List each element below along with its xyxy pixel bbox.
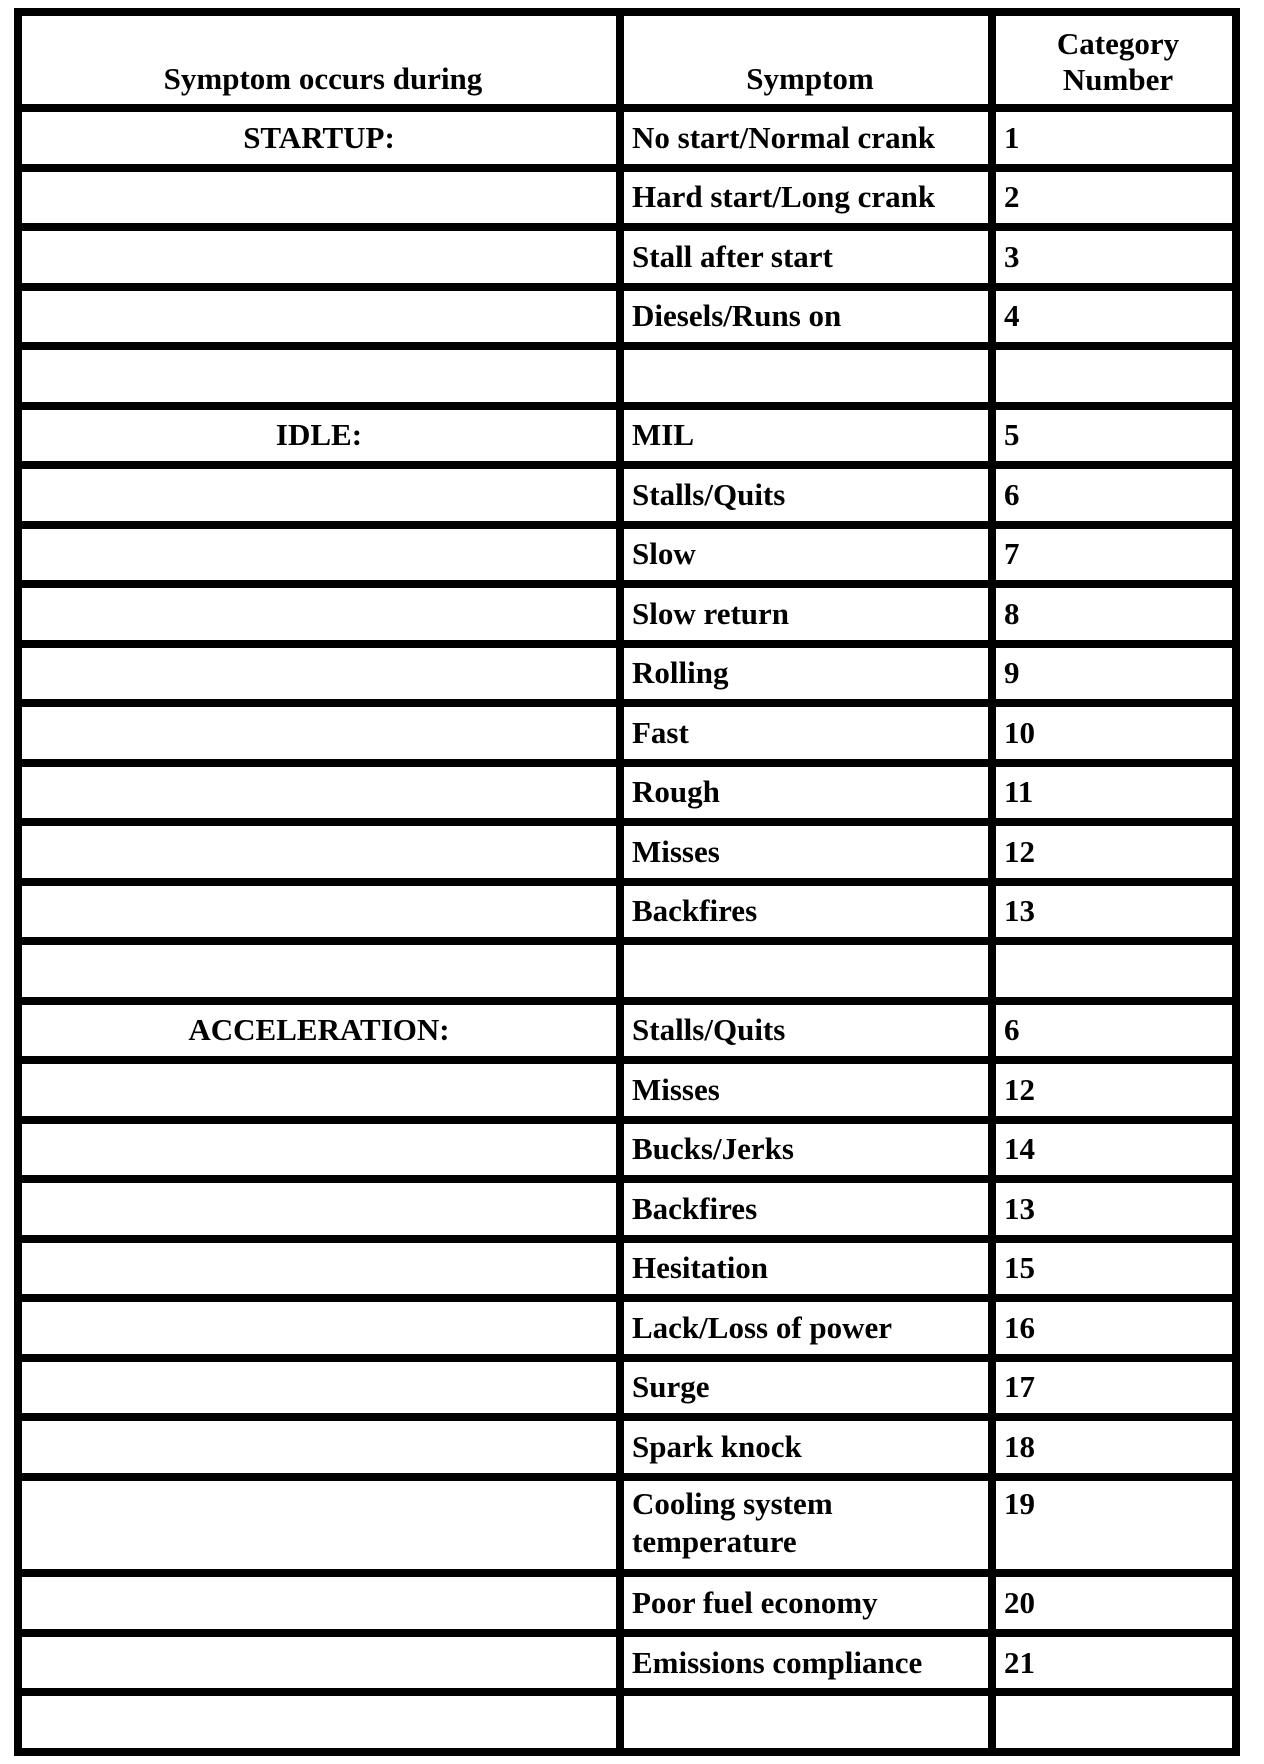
table-row [18, 941, 1236, 1001]
cell-symptom-occurs-during [18, 882, 620, 942]
cell-symptom: Hard start/Long crank [620, 168, 992, 228]
table-row [18, 763, 1236, 823]
table-row [18, 1692, 1236, 1752]
cell-symptom: Backfires [620, 882, 992, 942]
cell-symptom: Bucks/Jerks [620, 1120, 992, 1180]
table-row [18, 1239, 1236, 1299]
cell-symptom: Cooling system temperature [620, 1477, 992, 1574]
cell-category-number: 7 [992, 525, 1236, 585]
cell-symptom: Lack/Loss of power [620, 1298, 992, 1358]
cell-category-number: 2 [992, 168, 1236, 228]
table-row [18, 584, 1236, 644]
header-category-number [992, 12, 1236, 108]
cell-category-number: 21 [992, 1633, 1236, 1693]
cell-category-number: 11 [992, 763, 1236, 823]
header-symptom-occurs-during: Symptom occurs during [18, 12, 620, 108]
cell-symptom [620, 941, 992, 1001]
table-row [18, 1001, 1236, 1061]
cell-category-number: 12 [992, 1060, 1236, 1120]
symptom-category-table-frame [14, 8, 1240, 1756]
cell-symptom-occurs-during [18, 1692, 620, 1752]
cell-symptom-occurs-during [18, 1239, 620, 1299]
cell-symptom-occurs-during [18, 1298, 620, 1358]
cell-symptom-occurs-during [18, 703, 620, 763]
table-row [18, 227, 1236, 287]
table-row [18, 287, 1236, 347]
cell-symptom [620, 1692, 992, 1752]
cell-symptom: Diesels/Runs on [620, 287, 992, 347]
cell-symptom-occurs-during: IDLE: [18, 406, 620, 466]
cell-symptom-occurs-during [18, 822, 620, 882]
cell-symptom-occurs-during [18, 168, 620, 228]
cell-category-number: 16 [992, 1298, 1236, 1358]
table-row [18, 1358, 1236, 1418]
cell-category-number [992, 346, 1236, 406]
cell-symptom: Emissions compliance [620, 1633, 992, 1693]
cell-category-number: 18 [992, 1417, 1236, 1477]
table-row [18, 1298, 1236, 1358]
header-category-line2: Number [1062, 62, 1174, 97]
cell-category-number: 10 [992, 703, 1236, 763]
cell-category-number: 19 [992, 1477, 1236, 1574]
cell-symptom: Misses [620, 822, 992, 882]
cell-symptom: Slow [620, 525, 992, 585]
cell-category-number [992, 1692, 1236, 1752]
table-row [18, 822, 1236, 882]
cell-category-number: 15 [992, 1239, 1236, 1299]
cell-category-number: 9 [992, 644, 1236, 704]
cell-symptom-occurs-during [18, 763, 620, 823]
cell-category-number: 5 [992, 406, 1236, 466]
cell-category-number: 17 [992, 1358, 1236, 1418]
cell-symptom-occurs-during [18, 465, 620, 525]
cell-symptom: Rolling [620, 644, 992, 704]
cell-category-number: 13 [992, 882, 1236, 942]
cell-symptom: Spark knock [620, 1417, 992, 1477]
cell-category-number: 13 [992, 1179, 1236, 1239]
cell-category-number [992, 941, 1236, 1001]
cell-symptom: Surge [620, 1358, 992, 1418]
cell-symptom: Rough [620, 763, 992, 823]
cell-symptom-occurs-during [18, 346, 620, 406]
cell-symptom-occurs-during [18, 287, 620, 347]
cell-category-number: 12 [992, 822, 1236, 882]
cell-symptom-occurs-during [18, 584, 620, 644]
cell-symptom-occurs-during [18, 1477, 620, 1574]
cell-category-number: 8 [992, 584, 1236, 644]
table-row [18, 703, 1236, 763]
cell-category-number: 3 [992, 227, 1236, 287]
table-row [18, 465, 1236, 525]
cell-symptom: Fast [620, 703, 992, 763]
cell-symptom-occurs-during: ACCELERATION: [18, 1001, 620, 1061]
cell-symptom: Misses [620, 1060, 992, 1120]
table-row [18, 1633, 1236, 1693]
table-row [18, 1060, 1236, 1120]
table-row [18, 882, 1236, 942]
table-row [18, 406, 1236, 466]
symptom-category-table [18, 12, 1236, 1752]
cell-category-number: 4 [992, 287, 1236, 347]
cell-symptom: Poor fuel economy [620, 1573, 992, 1633]
cell-symptom-occurs-during [18, 1633, 620, 1693]
table-header-row [18, 12, 1236, 108]
cell-category-number: 20 [992, 1573, 1236, 1633]
cell-symptom: Backfires [620, 1179, 992, 1239]
table-row [18, 108, 1236, 168]
table-row [18, 1179, 1236, 1239]
cell-symptom [620, 346, 992, 406]
table-row [18, 1477, 1236, 1574]
cell-symptom: Stalls/Quits [620, 465, 992, 525]
cell-symptom-occurs-during [18, 1417, 620, 1477]
table-row [18, 1573, 1236, 1633]
cell-symptom-occurs-during [18, 1358, 620, 1418]
cell-symptom-occurs-during: STARTUP: [18, 108, 620, 168]
header-symptom: Symptom [620, 12, 992, 108]
cell-symptom-occurs-during [18, 525, 620, 585]
cell-symptom-occurs-during [18, 644, 620, 704]
cell-symptom-occurs-during [18, 1179, 620, 1239]
cell-category-number: 6 [992, 465, 1236, 525]
cell-symptom-occurs-during [18, 941, 620, 1001]
cell-symptom: Slow return [620, 584, 992, 644]
cell-symptom-occurs-during [18, 1573, 620, 1633]
cell-symptom: Stall after start [620, 227, 992, 287]
cell-category-number: 1 [992, 108, 1236, 168]
cell-symptom-occurs-during [18, 227, 620, 287]
table-row [18, 1120, 1236, 1180]
cell-symptom-occurs-during [18, 1120, 620, 1180]
table-row [18, 1417, 1236, 1477]
table-row [18, 525, 1236, 585]
cell-symptom: No start/Normal crank [620, 108, 992, 168]
table-row [18, 168, 1236, 228]
cell-symptom-occurs-during [18, 1060, 620, 1120]
cell-symptom: Hesitation [620, 1239, 992, 1299]
cell-category-number: 6 [992, 1001, 1236, 1061]
table-row [18, 644, 1236, 704]
cell-category-number: 14 [992, 1120, 1236, 1180]
cell-symptom: MIL [620, 406, 992, 466]
cell-symptom: Stalls/Quits [620, 1001, 992, 1061]
table-row [18, 346, 1236, 406]
header-category-line1: Category [1056, 26, 1180, 61]
